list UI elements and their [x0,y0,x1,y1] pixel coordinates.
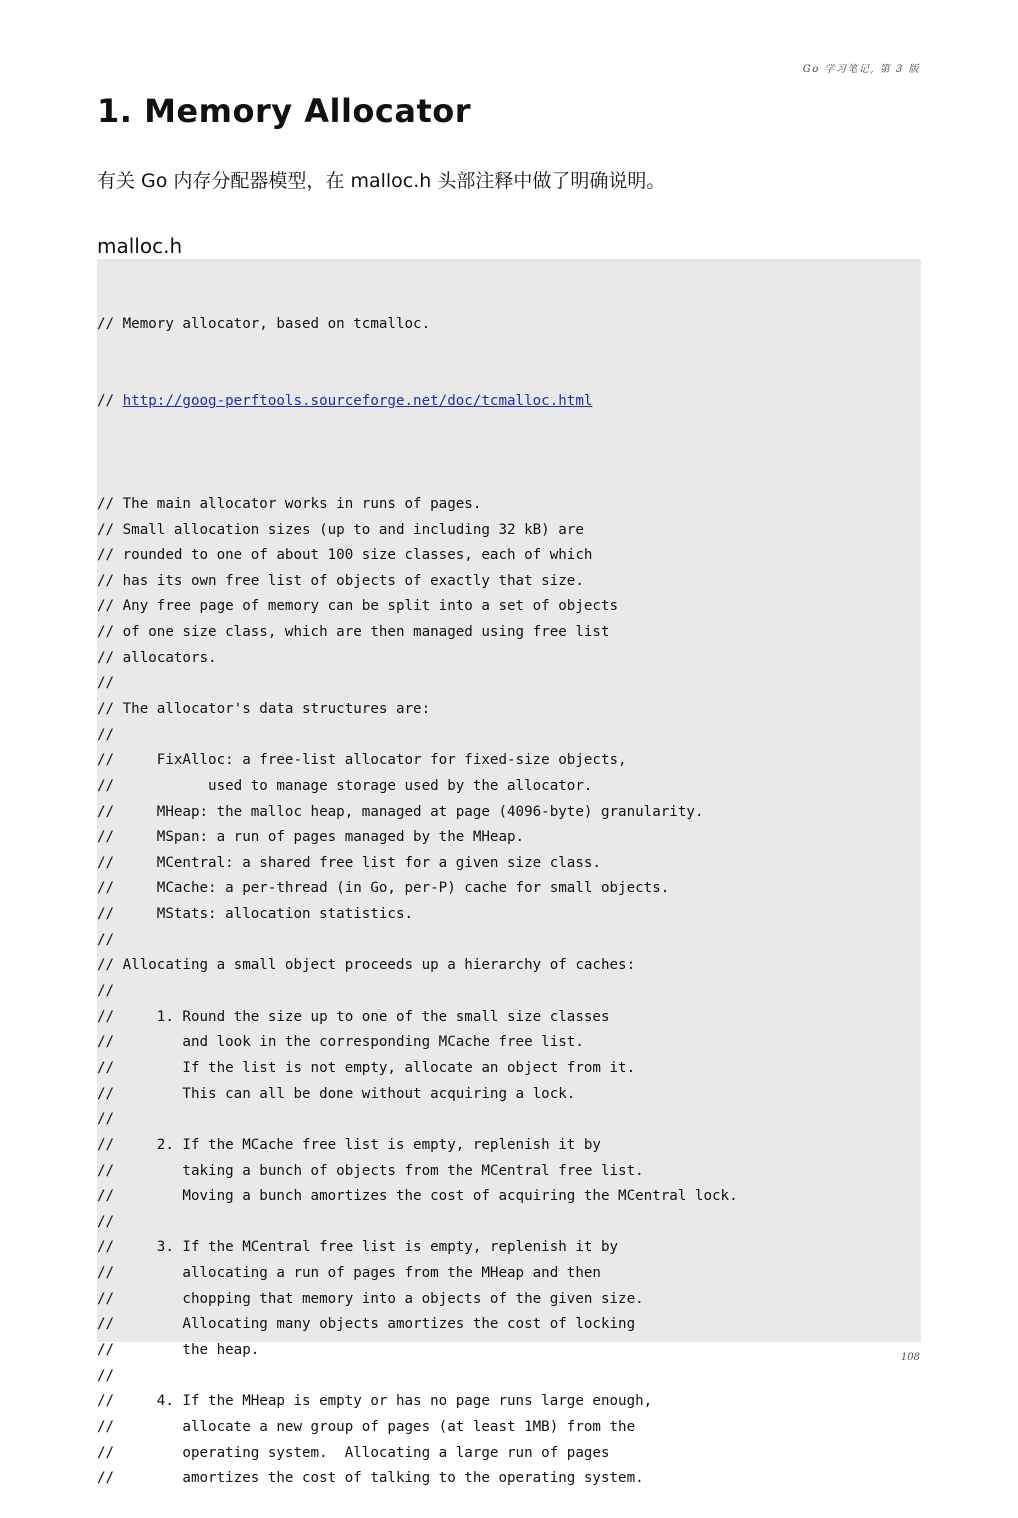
chapter-title: 1. Memory Allocator [97,92,472,130]
page-number: 108 [900,1352,920,1363]
code-line: // taking a bunch of objects from the MCentral free list. [97,1162,644,1179]
code-line-link [97,389,921,415]
code-line: // Small allocation sizes (up to and including 32 kB) are [97,521,584,538]
code-line: // [97,931,115,948]
code-line: // allocators. [97,649,217,666]
code-line: // allocating a run of pages from the MHeap and then [97,1265,601,1282]
code-line: // [97,726,115,743]
code-line: // Memory allocator, based on tcmalloc. [97,316,431,333]
code-line: // Any free page of memory can be split into a set of objects [97,598,619,615]
code-line: // 4. If the MHeap is empty or has no page runs large enough, [97,1393,653,1410]
code-lines [97,466,921,1492]
running-header: Go 学习笔记, 第 3 版 [802,64,920,75]
code-line: // allocate a new group of pages (at least 1MB) from the [97,1418,636,1435]
code-line: // Allocating a small object proceeds up a hierarchy of caches: [97,957,636,974]
code-line: // 3. If the MCentral free list is empty, replenish it by [97,1239,619,1256]
code-line: // used to manage storage used by the allocator. [97,777,593,794]
code-line: // of one size class, which are then managed using free list [97,624,610,641]
code-line: // chopping that memory into a objects of the given size. [97,1290,644,1307]
code-link-prefix: // [97,393,123,410]
code-line: // [97,1111,115,1128]
code-line: // MSpan: a run of pages managed by the MHeap. [97,829,525,846]
code-line: // [97,983,115,1000]
code-line: // the heap. [97,1342,260,1358]
intro-paragraph: 有关 Go 内存分配器模型，在 malloc.h 头部注释中做了明确说明。 [97,170,666,192]
code-line: // [97,1367,115,1384]
code-line: // MCentral: a shared free list for a given size class. [97,854,601,871]
code-line: // 1. Round the size up to one of the small size classes [97,1008,610,1025]
code-line: // rounded to one of about 100 size classes, each of which [97,547,593,564]
code-line: // The allocator's data structures are: [97,700,431,717]
code-line: // If the list is not empty, allocate an object from it. [97,1059,636,1076]
code-line: // The main allocator works in runs of pages. [97,495,482,512]
code-line: // [97,675,115,692]
code-line: // MStats: allocation statistics. [97,906,414,923]
code-line: // MHeap: the malloc heap, managed at page (4096-byte) granularity. [97,803,704,820]
code-line: // [97,1213,115,1230]
tcmalloc-doc-link[interactable]: http://goog-perftools.sourceforge.net/doc/tcmalloc.html [122,393,593,410]
code-line: // operating system. Allocating a large run of pages [97,1444,610,1461]
code-line: // Moving a bunch amortizes the cost of acquiring the MCentral lock. [97,1188,738,1205]
code-line: // MCache: a per-thread (in Go, per-P) cache for small objects. [97,880,670,897]
code-line: // FixAlloc: a free-list allocator for fixed-size objects, [97,752,627,769]
code-line: // This can all be done without acquiring a lock. [97,1085,576,1102]
code-line [97,466,921,492]
code-line: // Allocating many objects amortizes the cost of locking [97,1316,636,1333]
code-line: // 2. If the MCache free list is empty, replenish it by [97,1136,601,1153]
code-caption: malloc.h [97,234,183,258]
code-line: // amortizes the cost of talking to the operating system. [97,1470,644,1487]
code-line: // has its own free list of objects of exactly that size. [97,572,584,589]
code-line: // and look in the corresponding MCache free list. [97,1034,584,1051]
